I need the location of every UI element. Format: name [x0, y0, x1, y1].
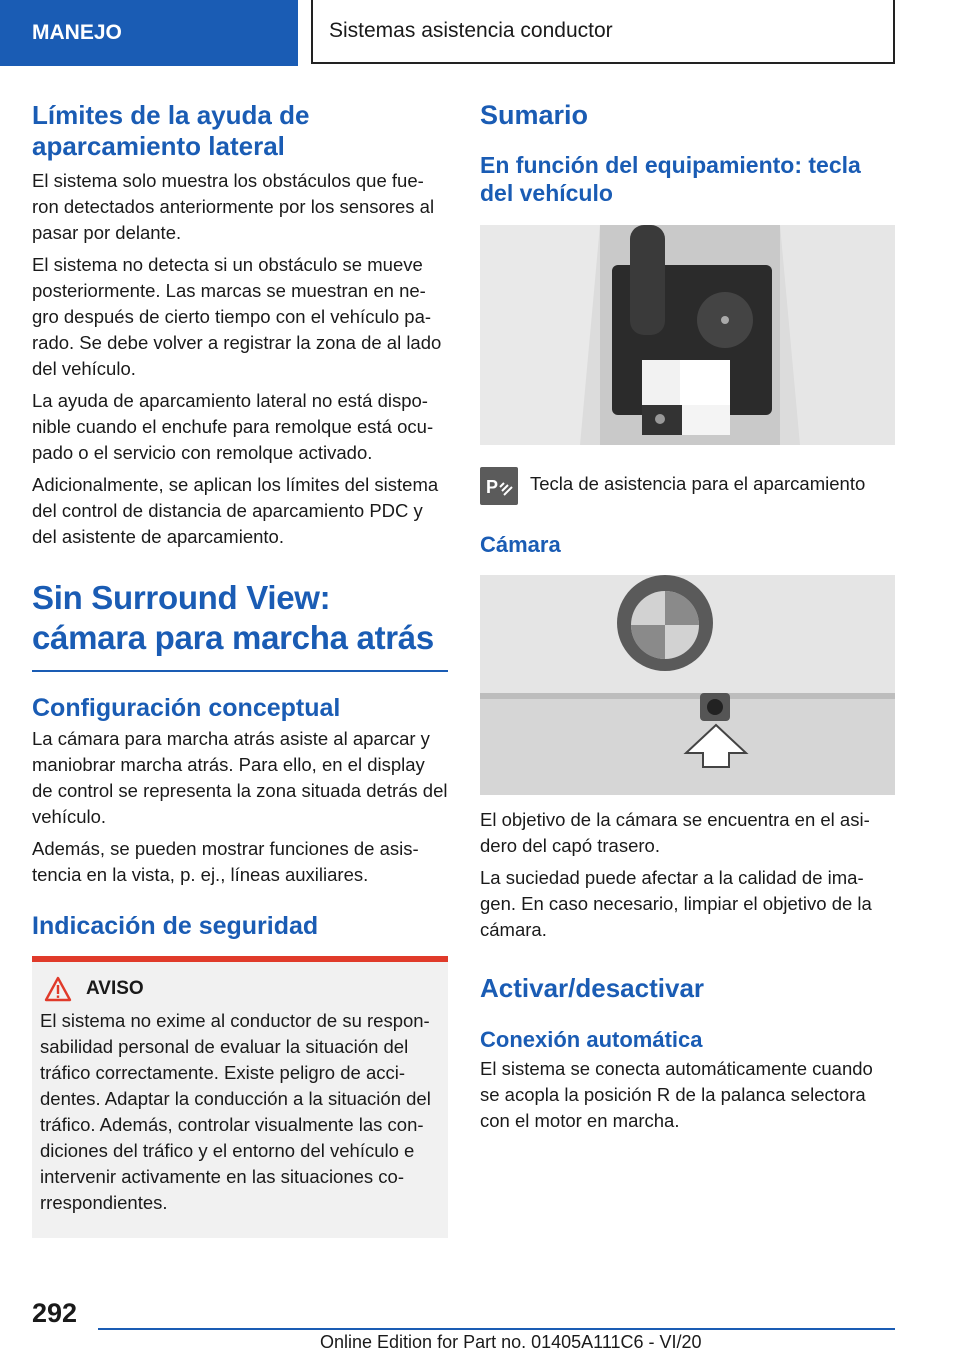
- camera-paragraph-1: El objetivo de la cámara se encuentra en el asi-dero del capó trasero.: [480, 809, 870, 856]
- limits-paragraph-2: El sistema no detecta si un obstáculo se mueve posteriormente. Las marcas se muestran en ne-gro después de cierto tiempo con el vehículo pa-rado. Se debe volver a registrar la zona de al lado del vehículo.: [32, 254, 442, 379]
- camera-section-heading: Sin Surround View: cámara para marcha atrás: [32, 579, 434, 656]
- section-tab: MANEJO: [0, 0, 298, 66]
- page-number: 292: [32, 1298, 78, 1328]
- warning-triangle-icon: [44, 976, 72, 1002]
- notice-label: AVISO: [86, 978, 144, 999]
- warning-notice: [32, 956, 448, 1238]
- activate-heading: Activar/desactivar: [480, 973, 705, 1003]
- chapter-tab: Sistemas asistencia conductor: [311, 0, 895, 64]
- camera-paragraph-2: La suciedad puede afectar a la calidad de ima-gen. En caso necesario, limpiar el objetivo de la cámara.: [480, 867, 872, 940]
- summary-heading: Sumario: [480, 100, 589, 130]
- left-column: [32, 100, 448, 1238]
- limits-paragraph-1: El sistema solo muestra los obstáculos que fue-ron detectados anteriormente por los sensores al pasar por delante.: [32, 170, 435, 243]
- concept-heading: Configuración conceptual: [32, 694, 341, 722]
- center-console-photo: [480, 225, 895, 445]
- auto-connect-heading: Conexión automática: [480, 1027, 703, 1052]
- limits-paragraph-4: Adicionalmente, se aplican los límites del sistema del control de distancia de aparcamiento PDC y del asistente de aparcamiento.: [32, 474, 439, 547]
- limits-paragraph-3: La ayuda de aparcamiento lateral no está dispo-nible cuando el enchufe para remolque está ocu-pado o el servicio con remolque activado.: [32, 390, 434, 463]
- footer-divider: [98, 1328, 895, 1330]
- auto-connect-paragraph: El sistema se conecta automáticamente cuando se acopla la posición R de la palanca selectora con el motor en marcha.: [480, 1058, 873, 1131]
- notice-text: El sistema no exime al conductor de su respon-sabilidad personal de evaluar la situación del tráfico correctamente. Existe peligro de acci-dentes. Adaptar la conducción a la situación del tráfico. Además, controlar visualmente las con-diciones del tráfico y el entorno del vehículo e intervenir activamente en las situaciones co-rrespondientes.: [40, 1010, 431, 1213]
- right-column: [480, 100, 896, 1134]
- edition-text: Online Edition for Part no. 01405A111C6 - VI/20: [320, 1332, 702, 1352]
- button-caption-row: [480, 467, 896, 505]
- rear-camera-photo: [480, 575, 895, 795]
- section-divider: [32, 670, 448, 672]
- concept-paragraph-1: La cámara para marcha atrás asiste al aparcar y maniobrar marcha atrás. Para ello, en el display de control se representa la zona situada detrás del vehículo.: [32, 728, 448, 827]
- button-caption: Tecla de asistencia para el aparcamiento: [530, 473, 866, 494]
- camera-heading: Cámara: [480, 532, 561, 557]
- limits-heading: Límites de la ayuda de aparcamiento lateral: [32, 100, 310, 161]
- svg-text:P: P: [486, 477, 499, 497]
- page-header: [0, 0, 960, 66]
- parking-assist-button-icon: [480, 467, 518, 505]
- concept-paragraph-2: Además, se pueden mostrar funciones de asis-tencia en la vista, p. ej., líneas auxiliares.: [32, 838, 419, 885]
- safety-heading: Indicación de seguridad: [32, 912, 319, 940]
- equipment-heading: En función del equipamiento: tecla del vehículo: [480, 152, 861, 206]
